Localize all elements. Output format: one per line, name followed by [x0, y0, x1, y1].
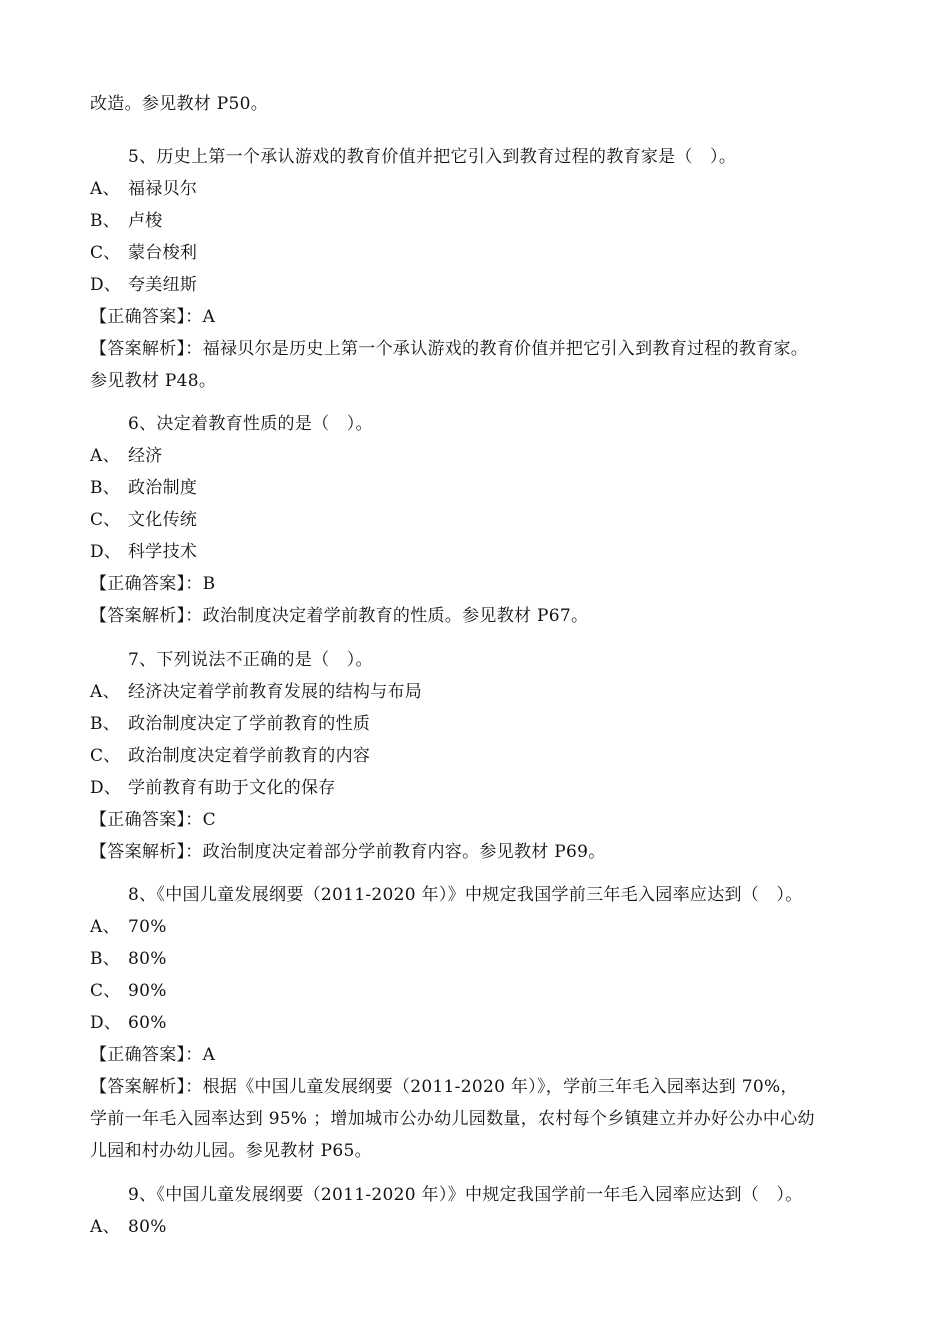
question-7-option-c: C、 政治制度决定着学前教育的内容 — [90, 746, 371, 766]
question-8-explanation-cont-2: 儿园和村办幼儿园。参见教材 P65。 — [90, 1141, 372, 1161]
question-8-option-a: A、 70% — [90, 917, 167, 937]
question-7-explanation: 【答案解析】：政治制度决定着部分学前教育内容。参见教材 P69。 — [90, 842, 606, 862]
question-7-option-a: A、 经济决定着学前教育发展的结构与布局 — [90, 682, 423, 702]
question-6-explanation: 【答案解析】：政治制度决定着学前教育的性质。参见教材 P67。 — [90, 606, 589, 626]
question-5-option-d: D、 夸美纽斯 — [90, 275, 198, 295]
question-5-title: 5、历史上第一个承认游戏的教育价值并把它引入到教育过程的教育家是（ ）。 — [128, 147, 737, 167]
question-6-option-d: D、 科学技术 — [90, 542, 198, 562]
question-8-option-d: D、 60% — [90, 1013, 167, 1033]
question-5-answer: 【正确答案】：A — [90, 307, 216, 327]
question-9-title: 9、《中国儿童发展纲要（2011-2020 年）》中规定我国学前一年毛入园率应达到（ ）。 — [128, 1185, 803, 1205]
question-7-title: 7、下列说法不正确的是（ ）。 — [128, 650, 373, 670]
question-8-option-b: B、 80% — [90, 949, 167, 969]
question-8-option-c: C、 90% — [90, 981, 167, 1001]
question-9-option-a: A、 80% — [90, 1217, 167, 1237]
question-5-option-a: A、 福禄贝尔 — [90, 179, 198, 199]
question-7-option-d: D、 学前教育有助于文化的保存 — [90, 778, 336, 798]
question-7-answer: 【正确答案】：C — [90, 810, 216, 830]
question-8-explanation-cont-1: 学前一年毛入园率达到 95% ；增加城市公办幼儿园数量，农村每个乡镇建立并办好公办中心幼 — [90, 1109, 815, 1129]
question-6-option-a: A、 经济 — [90, 446, 163, 466]
question-8-title: 8、《中国儿童发展纲要（2011-2020 年）》中规定我国学前三年毛入园率应达到（ ）。 — [128, 885, 803, 905]
question-6-title: 6、决定着教育性质的是（ ）。 — [128, 414, 373, 434]
question-7-option-b: B、 政治制度决定了学前教育的性质 — [90, 714, 371, 734]
question-8-answer: 【正确答案】：A — [90, 1045, 216, 1065]
question-5-option-b: B、 卢梭 — [90, 211, 163, 231]
question-5-option-c: C、 蒙台梭利 — [90, 243, 198, 263]
question-5-explanation-cont: 参见教材 P48。 — [90, 371, 217, 391]
question-5-explanation: 【答案解析】：福禄贝尔是历史上第一个承认游戏的教育价值并把它引入到教育过程的教育家。 — [90, 339, 809, 359]
question-6-option-b: B、 政治制度 — [90, 478, 198, 498]
question-6-answer: 【正确答案】：B — [90, 574, 216, 594]
lead-text: 改造。参见教材 P50。 — [90, 94, 269, 114]
question-8-explanation: 【答案解析】：根据《中国儿童发展纲要（2011-2020 年）》，学前三年毛入园率达到 70%， — [90, 1077, 798, 1097]
question-6-option-c: C、 文化传统 — [90, 510, 198, 530]
